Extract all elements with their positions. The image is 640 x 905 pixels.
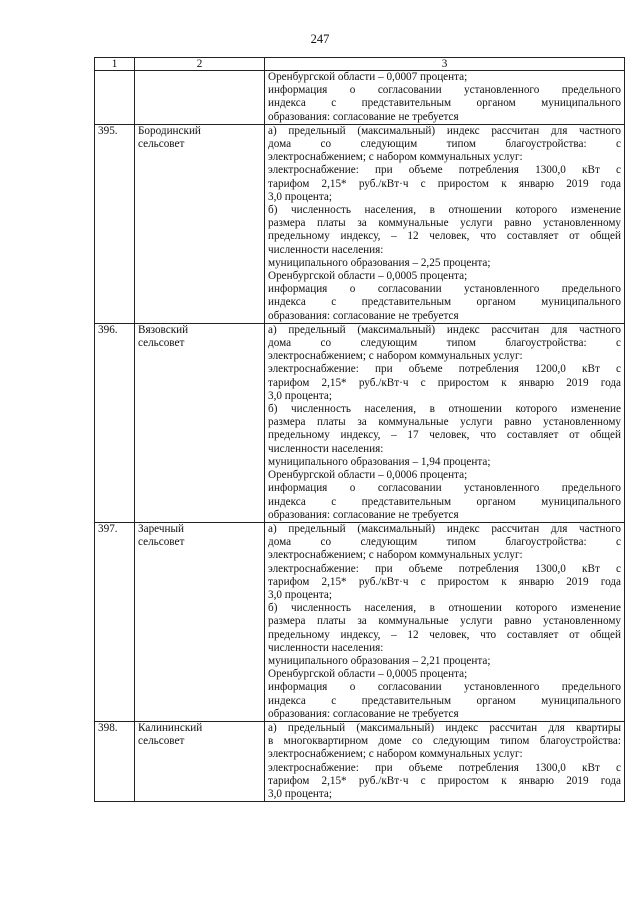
municipality-name <box>135 124 265 323</box>
municipality-name-line: сельсовет <box>138 536 185 549</box>
row-number: 397. <box>95 522 135 721</box>
text-line: образования: согласование не требуется <box>268 508 459 521</box>
municipality-name-line: Заречный <box>138 522 184 535</box>
table-row <box>95 721 625 801</box>
text-line: дома со следующим типом благоустройства: с <box>268 138 621 151</box>
text-line: а) предельный (максимальный) индекс рассчитан для частного <box>268 522 621 535</box>
text-line: 3,0 процента; <box>268 190 332 203</box>
index-description <box>265 522 625 721</box>
text-line: информация о согласовании установленного предельного <box>268 681 621 694</box>
text-line: электроснабжение: при объеме потребления 1300,0 кВт с <box>268 761 621 774</box>
text-line: электроснабжением; с набором коммунальных услуг: <box>268 748 523 761</box>
column-header-1: 1 <box>95 58 135 71</box>
text-line: электроснабжением; с набором коммунальных услуг: <box>268 350 523 363</box>
municipality-name-line: Бородинский <box>138 124 201 137</box>
table-row <box>95 522 625 721</box>
municipality-name <box>135 323 265 522</box>
text-line: б) численность населения, в отношении которого изменение <box>268 403 621 416</box>
text-line: размера платы за коммунальные услуги равно установленному <box>268 217 621 230</box>
text-line: образования: согласование не требуется <box>268 309 459 322</box>
text-line: численности населения: <box>268 243 384 256</box>
table-row <box>95 323 625 522</box>
municipality-name-line: сельсовет <box>138 735 185 748</box>
text-line: индекса с представительным органом муниципального <box>268 694 621 707</box>
table-row <box>95 124 625 323</box>
text-line: а) предельный (максимальный) индекс рассчитан для частного <box>268 124 621 137</box>
text-line: Оренбургской области – 0,0006 процента; <box>268 469 468 482</box>
continued-name-cell <box>135 71 265 125</box>
municipality-name <box>135 522 265 721</box>
text-line: тарифом 2,15* руб./кВт·ч с приростом к январю 2019 года <box>268 177 621 190</box>
text-line: б) численность населения, в отношении которого изменение <box>268 602 621 615</box>
text-line: 3,0 процента; <box>268 389 332 402</box>
text-line: а) предельный (максимальный) индекс рассчитан для частного <box>268 323 621 336</box>
continued-row <box>95 71 625 125</box>
text-line: электроснабжение: при объеме потребления 1200,0 кВт с <box>268 363 621 376</box>
text-line: Оренбургской области – 0,0005 процента; <box>268 668 468 681</box>
continued-number-cell <box>95 71 135 125</box>
text-line: 3,0 процента; <box>268 787 332 800</box>
text-line: электроснабжение: при объеме потребления 1300,0 кВт с <box>268 164 621 177</box>
text-line: предельному индексу, – 12 человек, что составляет от общей <box>268 628 621 641</box>
tariff-index-table <box>94 57 625 802</box>
text-line: б) численность населения, в отношении которого изменение <box>268 204 621 217</box>
text-line: образования: согласование не требуется <box>268 110 459 123</box>
text-line: 3,0 процента; <box>268 588 332 601</box>
index-description <box>265 721 625 801</box>
text-line: тарифом 2,15* руб./кВт·ч с приростом к январю 2019 года <box>268 575 621 588</box>
text-line: индекса с представительным органом муниципального <box>268 97 621 110</box>
text-line: численности населения: <box>268 442 384 455</box>
column-header-3: 3 <box>265 58 625 71</box>
page-number: 247 <box>310 32 330 46</box>
text-line: в многоквартирном доме со следующим типом благоустройства: <box>268 735 621 748</box>
text-line: индекса с представительным органом муниципального <box>268 495 621 508</box>
text-line: информация о согласовании установленного предельного <box>268 283 621 296</box>
text-line: индекса с представительным органом муниципального <box>268 296 621 309</box>
municipality-name-line: Вязовский <box>138 323 189 336</box>
municipality-name-line: сельсовет <box>138 138 185 151</box>
index-description <box>265 323 625 522</box>
column-header-2: 2 <box>135 58 265 71</box>
text-line: Оренбургской области – 0,0005 процента; <box>268 270 468 283</box>
text-line: тарифом 2,15* руб./кВт·ч с приростом к январю 2019 года <box>268 774 621 787</box>
text-line: образования: согласование не требуется <box>268 707 459 720</box>
index-description <box>265 124 625 323</box>
text-line: тарифом 2,15* руб./кВт·ч с приростом к январю 2019 года <box>268 376 621 389</box>
municipality-name <box>135 721 265 801</box>
text-line: муниципального образования – 1,94 процента; <box>268 455 491 468</box>
row-number: 396. <box>95 323 135 522</box>
text-line: дома со следующим типом благоустройства: с <box>268 536 621 549</box>
row-number: 395. <box>95 124 135 323</box>
text-line: размера платы за коммунальные услуги равно установленному <box>268 615 621 628</box>
text-line: предельному индексу, – 17 человек, что составляет от общей <box>268 429 621 442</box>
text-line: электроснабжение: при объеме потребления 1300,0 кВт с <box>268 562 621 575</box>
municipality-name-line: сельсовет <box>138 337 185 350</box>
text-line: Оренбургской области – 0,0007 процента; <box>268 71 468 83</box>
text-line: размера платы за коммунальные услуги равно установленному <box>268 416 621 429</box>
text-line: дома со следующим типом благоустройства: с <box>268 337 621 350</box>
text-line: а) предельный (максимальный) индекс рассчитан для квартиры <box>268 721 621 734</box>
continued-text-cell <box>265 71 625 125</box>
text-line: муниципального образования – 2,21 процента; <box>268 654 491 667</box>
text-line: муниципального образования – 2,25 процента; <box>268 256 491 269</box>
row-number: 398. <box>95 721 135 801</box>
header-row <box>95 58 625 71</box>
text-line: численности населения: <box>268 641 384 654</box>
text-line: электроснабжением; с набором коммунальных услуг: <box>268 549 523 562</box>
text-line: информация о согласовании установленного предельного <box>268 84 621 97</box>
text-line: предельному индексу, – 12 человек, что составляет от общей <box>268 230 621 243</box>
text-line: информация о согласовании установленного предельного <box>268 482 621 495</box>
municipality-name-line: Калининский <box>138 721 203 734</box>
text-line: электроснабжением; с набором коммунальных услуг: <box>268 151 523 164</box>
